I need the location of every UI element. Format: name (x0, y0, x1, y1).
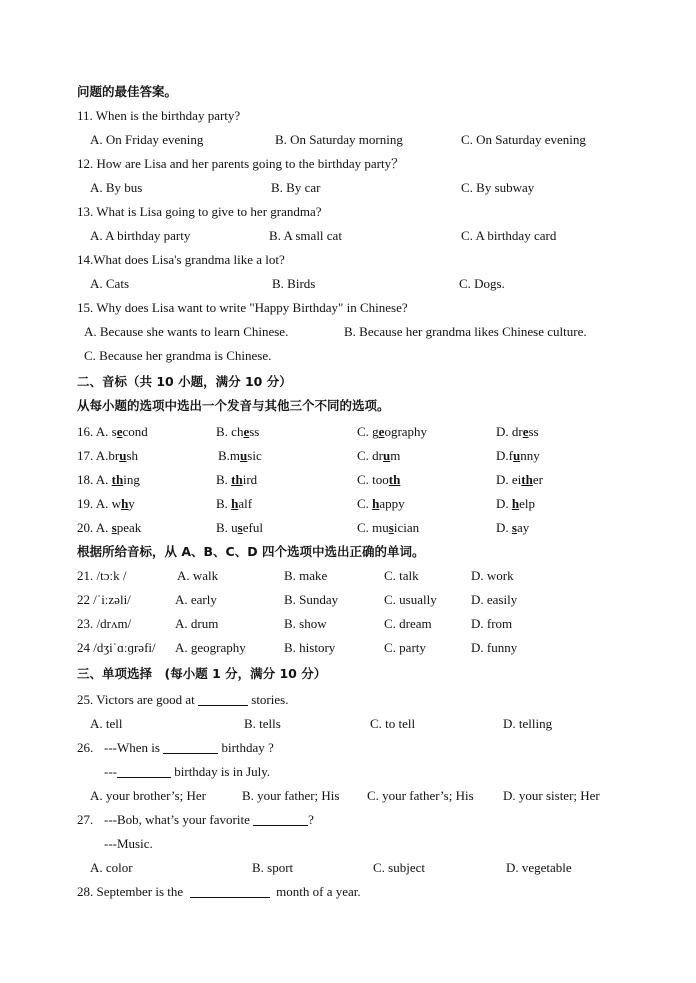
phonetic: 21. /tɔːk / (77, 568, 127, 583)
option-a: A. early (175, 592, 217, 607)
option-b: B.music (218, 448, 262, 463)
option-d: D. work (471, 568, 514, 583)
option-d: D.funny (496, 448, 540, 463)
phonetic: 24 /dʒiˈɑːɡrəfi/ (77, 640, 156, 655)
option-c: C. subject (373, 860, 425, 875)
option-a: A. your brother’s; Her (90, 788, 207, 803)
instruction-text: 从每小题的选项中选出一个发音与其他三个不同的选项。 (77, 398, 390, 413)
question-text: 25. Victors are good at stories. (77, 692, 289, 707)
option-a: A. A birthday party (90, 228, 191, 243)
option-d: D. either (496, 472, 543, 487)
option-b: B. third (216, 472, 258, 487)
option-b: B. chess (216, 424, 260, 439)
option-a: A. On Friday evening (90, 132, 204, 147)
question-text: ---When is birthday ? (104, 740, 274, 755)
option-a: 18. A. thing (77, 472, 140, 487)
option-c: C. geography (357, 424, 428, 439)
section-title: 三、单项选择 (每小题 1 分，满分 10 分） (77, 666, 327, 681)
option-b: B. half (216, 496, 253, 511)
option-c: C. On Saturday evening (461, 132, 586, 147)
question-text: ---Bob, what’s your favorite ? (104, 812, 314, 827)
phonetic: 23. /drʌm/ (77, 616, 132, 631)
option-a: A. By bus (90, 180, 143, 195)
option-d: D. dress (496, 424, 539, 439)
option-c: C. your father’s; His (367, 788, 474, 803)
answer-blank (198, 692, 248, 706)
option-c: C. Because her grandma is Chinese. (84, 348, 272, 363)
option-b: B. make (284, 568, 328, 583)
option-b: B. show (284, 616, 327, 631)
option-d: D. easily (471, 592, 518, 607)
option-a: A. Because she wants to learn Chinese. (84, 324, 289, 339)
answer-blank (253, 812, 308, 826)
option-a: A. drum (175, 616, 219, 631)
option-c: C. party (384, 640, 426, 655)
question-text: 28. September is the month of a year. (77, 884, 361, 899)
option-d: D. from (471, 616, 513, 631)
option-b: B. sport (252, 860, 294, 875)
question-text: 15. Why does Lisa want to write "Happy Birthday" in Chinese? (77, 300, 408, 315)
option-a: 16. A. second (77, 424, 148, 439)
option-d: D. vegetable (506, 860, 572, 875)
option-b: B. A small cat (269, 228, 342, 243)
section-title: 二、音标（共 10 小题，满分 10 分） (77, 374, 292, 389)
option-b: B. history (284, 640, 336, 655)
question-text: 11. When is the birthday party? (77, 108, 241, 123)
option-c: C. to tell (370, 716, 416, 731)
option-a: A. walk (177, 568, 219, 583)
option-c: C. talk (384, 568, 419, 583)
option-c: C. Dogs. (459, 276, 505, 291)
option-c: C. drum (357, 448, 401, 463)
question-number: 27. (77, 812, 94, 827)
option-b: B. useful (216, 520, 263, 535)
instruction-text: 根据所给音标，从 A、B、C、D 四个选项中选出正确的单词。 (77, 544, 425, 559)
option-d: D. say (496, 520, 530, 535)
option-b: B. On Saturday morning (275, 132, 403, 147)
option-d: D. your sister; Her (503, 788, 600, 803)
option-c: C. A birthday card (461, 228, 557, 243)
option-b: B. By car (271, 180, 321, 195)
intro-text: 问题的最佳答案。 (77, 84, 178, 99)
option-a: 17. A.brush (77, 448, 139, 463)
question-number: 26. (77, 740, 94, 755)
option-d: D. funny (471, 640, 518, 655)
answer-blank (163, 740, 218, 754)
option-a: 20. A. speak (77, 520, 142, 535)
answer-blank (190, 884, 270, 898)
question-text: 13. What is Lisa going to give to her grandma? (77, 204, 322, 219)
option-c: C. musician (357, 520, 420, 535)
question-text: 14.What does Lisa's grandma like a lot? (77, 252, 285, 267)
option-a: A. tell (90, 716, 123, 731)
phonetic: 22 /ˈiːzəli/ (77, 592, 131, 607)
option-c: C. usually (384, 592, 437, 607)
reply-text: ---Music. (104, 836, 153, 851)
option-a: A. Cats (90, 276, 129, 291)
option-b: B. Because her grandma likes Chinese culture. (344, 324, 587, 339)
reply-text: --- birthday is in July. (104, 764, 271, 779)
option-b: B. Sunday (284, 592, 339, 607)
answer-blank (117, 764, 171, 778)
option-c: C. happy (357, 496, 405, 511)
option-b: B. your father; His (242, 788, 340, 803)
option-b: B. Birds (272, 276, 316, 291)
question-text: 12. How are Lisa and her parents going to the birthday party？ (77, 156, 405, 171)
option-c: C. By subway (461, 180, 535, 195)
option-d: D. help (496, 496, 536, 511)
option-c: C. tooth (357, 472, 401, 487)
option-a: A. color (90, 860, 133, 875)
option-a: A. geography (175, 640, 246, 655)
option-c: C. dream (384, 616, 432, 631)
option-a: 19. A. why (77, 496, 135, 511)
option-d: D. telling (503, 716, 553, 731)
option-b: B. tells (244, 716, 281, 731)
